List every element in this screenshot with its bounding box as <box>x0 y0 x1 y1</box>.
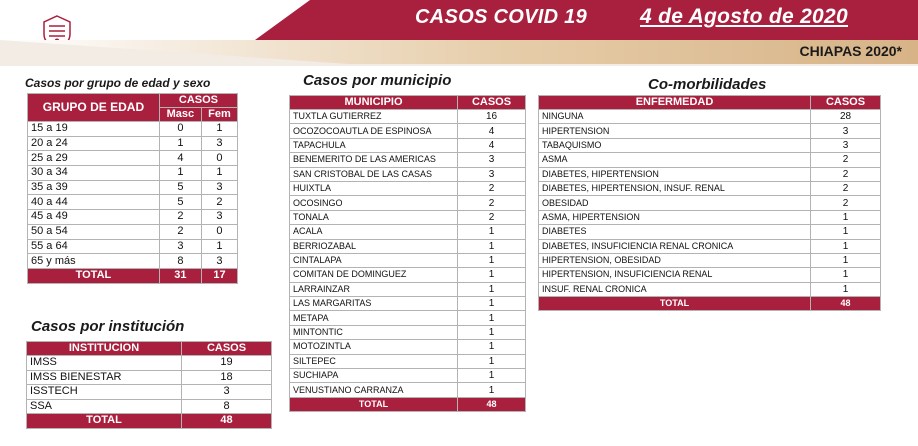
cases-cell: 2 <box>458 210 526 224</box>
cases-cell: 8 <box>182 399 272 414</box>
col-casos: CASOS <box>458 96 526 110</box>
disease-name-cell: HIPERTENSION <box>539 124 811 138</box>
age-group-cell: 40 a 44 <box>28 195 160 210</box>
disease-name-cell: DIABETES, HIPERTENSION <box>539 167 811 181</box>
table-row <box>539 167 881 181</box>
edad-section-title: Casos por grupo de edad y sexo <box>25 76 211 90</box>
cases-cell: 2 <box>811 167 881 181</box>
cases-cell: 1 <box>458 297 526 311</box>
table-row <box>290 325 526 339</box>
cases-cell: 1 <box>458 311 526 325</box>
cases-cell: 1 <box>811 253 881 267</box>
table-row <box>539 110 881 124</box>
table-row <box>539 268 881 282</box>
cases-cell: 18 <box>182 370 272 385</box>
col-casos: CASOS <box>182 342 272 356</box>
table-row <box>290 138 526 152</box>
masc-count-cell: 8 <box>159 254 201 269</box>
org-name-line1: SECRETARÍA <box>78 17 143 28</box>
table-row <box>539 153 881 167</box>
municipality-name-cell: VENUSTIANO CARRANZA <box>290 383 458 397</box>
cases-cell: 2 <box>811 153 881 167</box>
cases-cell: 1 <box>458 253 526 267</box>
cases-cell: 2 <box>458 181 526 195</box>
municipio-section-title: Casos por municipio <box>303 72 452 89</box>
municipality-name-cell: OCOSINGO <box>290 196 458 210</box>
cases-cell: 1 <box>458 239 526 253</box>
table-row <box>28 151 238 166</box>
table-row <box>290 354 526 368</box>
cases-cell: 2 <box>458 196 526 210</box>
table-row <box>28 239 238 254</box>
masc-count-cell: 4 <box>159 151 201 166</box>
municipality-name-cell: TAPACHULA <box>290 138 458 152</box>
fem-count-cell: 3 <box>201 136 237 151</box>
fem-count-cell: 3 <box>201 180 237 195</box>
table-row <box>27 385 272 400</box>
fem-count-cell: 2 <box>201 195 237 210</box>
institution-name-cell: IMSS <box>27 356 182 371</box>
comorbilidades-total-row <box>539 297 881 311</box>
table-row <box>28 210 238 225</box>
masc-count-cell: 2 <box>159 224 201 239</box>
municipality-name-cell: TUXTLA GUTIERREZ <box>290 110 458 124</box>
age-group-cell: 65 y más <box>28 254 160 269</box>
fem-count-cell: 0 <box>201 151 237 166</box>
disease-name-cell: TABAQUISMO <box>539 138 811 152</box>
disease-name-cell: DIABETES, INSUFICIENCIA RENAL CRONICA <box>539 239 811 253</box>
municipality-name-cell: LAS MARGARITAS <box>290 297 458 311</box>
total-label: TOTAL <box>539 297 811 311</box>
masc-count-cell: 1 <box>159 136 201 151</box>
fem-count-cell: 1 <box>201 239 237 254</box>
cases-cell: 1 <box>811 282 881 296</box>
table-row <box>539 124 881 138</box>
cases-cell: 3 <box>811 124 881 138</box>
region-label: CHIAPAS 2020* <box>799 43 902 59</box>
masc-count-cell: 3 <box>159 239 201 254</box>
table-row <box>539 282 881 296</box>
municipality-name-cell: BERRIOZABAL <box>290 239 458 253</box>
table-row <box>290 124 526 138</box>
cases-cell: 1 <box>458 268 526 282</box>
fem-count-cell: 1 <box>201 166 237 181</box>
total-label: TOTAL <box>27 414 182 429</box>
table-row <box>290 297 526 311</box>
cases-cell: 1 <box>811 268 881 282</box>
municipality-name-cell: SUCHIAPA <box>290 369 458 383</box>
masc-count-cell: 0 <box>159 122 201 137</box>
age-group-cell: 30 a 34 <box>28 166 160 181</box>
disease-name-cell: DIABETES, HIPERTENSION, INSUF. RENAL <box>539 181 811 195</box>
municipality-name-cell: MOTOZINTLA <box>290 340 458 354</box>
edad-total-row <box>28 268 238 283</box>
municipality-name-cell: MINTONTIC <box>290 325 458 339</box>
report-date: 4 de Agosto de 2020 <box>640 5 848 28</box>
col-fem: Fem <box>201 108 237 122</box>
header <box>0 0 918 40</box>
municipality-name-cell: SAN CRISTOBAL DE LAS CASAS <box>290 167 458 181</box>
fem-count-cell: 1 <box>201 122 237 137</box>
age-group-cell: 50 a 54 <box>28 224 160 239</box>
table-row <box>539 196 881 210</box>
page-title: CASOS COVID 19 <box>415 6 588 28</box>
total-masc: 31 <box>159 268 201 283</box>
table-row <box>28 122 238 137</box>
total-value: 48 <box>182 414 272 429</box>
comorbilidades-section-title: Co-morbilidades <box>648 76 767 93</box>
cases-cell: 1 <box>811 239 881 253</box>
col-institucion: INSTITUCION <box>27 342 182 356</box>
cases-cell: 1 <box>458 369 526 383</box>
cases-cell: 19 <box>182 356 272 371</box>
fem-count-cell: 3 <box>201 210 237 225</box>
cases-cell: 1 <box>811 225 881 239</box>
cases-cell: 3 <box>458 167 526 181</box>
age-group-cell: 25 a 29 <box>28 151 160 166</box>
col-masc: Masc <box>159 108 201 122</box>
col-municipio: MUNICIPIO <box>290 96 458 110</box>
cases-cell: 4 <box>458 138 526 152</box>
table-row <box>290 181 526 195</box>
masc-count-cell: 1 <box>159 166 201 181</box>
disease-name-cell: DIABETES <box>539 225 811 239</box>
cases-cell: 1 <box>458 325 526 339</box>
table-row <box>290 153 526 167</box>
table-row <box>290 110 526 124</box>
edad-table <box>27 93 238 284</box>
municipality-name-cell: TONALA <box>290 210 458 224</box>
municipality-name-cell: COMITAN DE DOMINGUEZ <box>290 268 458 282</box>
institucion-table <box>26 341 272 429</box>
table-row <box>290 340 526 354</box>
disease-name-cell: OBESIDAD <box>539 196 811 210</box>
table-row <box>290 167 526 181</box>
cases-cell: 3 <box>182 385 272 400</box>
municipality-name-cell: ACALA <box>290 225 458 239</box>
cases-cell: 3 <box>811 138 881 152</box>
municipio-table <box>289 95 526 412</box>
municipality-name-cell: SILTEPEC <box>290 354 458 368</box>
cases-cell: 1 <box>458 225 526 239</box>
total-value: 48 <box>811 297 881 311</box>
table-row <box>290 253 526 267</box>
fem-count-cell: 0 <box>201 224 237 239</box>
table-row <box>27 356 272 371</box>
total-label: TOTAL <box>28 268 160 283</box>
total-value: 48 <box>458 397 526 411</box>
table-row <box>290 369 526 383</box>
municipality-name-cell: LARRAINZAR <box>290 282 458 296</box>
total-fem: 17 <box>201 268 237 283</box>
cases-cell: 4 <box>458 124 526 138</box>
table-row <box>28 195 238 210</box>
disease-name-cell: HIPERTENSION, INSUFICIENCIA RENAL <box>539 268 811 282</box>
table-row <box>28 136 238 151</box>
cases-cell: 1 <box>458 340 526 354</box>
institucion-section-title: Casos por institución <box>31 318 185 335</box>
cases-cell: 1 <box>458 354 526 368</box>
col-casos: CASOS <box>159 94 237 108</box>
table-row <box>290 311 526 325</box>
disease-name-cell: NINGUNA <box>539 110 811 124</box>
age-group-cell: 45 a 49 <box>28 210 160 225</box>
age-group-cell: 35 a 39 <box>28 180 160 195</box>
table-row <box>28 254 238 269</box>
disease-name-cell: ASMA <box>539 153 811 167</box>
table-row <box>27 370 272 385</box>
table-row <box>290 268 526 282</box>
disease-name-cell: ASMA, HIPERTENSION <box>539 210 811 224</box>
disease-name-cell: INSUF. RENAL CRONICA <box>539 282 811 296</box>
municipality-name-cell: HUIXTLA <box>290 181 458 195</box>
table-row <box>539 181 881 195</box>
table-row <box>27 399 272 414</box>
table-row <box>539 138 881 152</box>
cases-cell: 1 <box>458 282 526 296</box>
table-row <box>290 282 526 296</box>
cases-cell: 1 <box>458 383 526 397</box>
municipality-name-cell: BENEMERITO DE LAS AMERICAS <box>290 153 458 167</box>
cases-cell: 16 <box>458 110 526 124</box>
table-row <box>290 210 526 224</box>
cases-cell: 3 <box>458 153 526 167</box>
municipality-name-cell: CINTALAPA <box>290 253 458 267</box>
masc-count-cell: 2 <box>159 210 201 225</box>
institution-name-cell: SSA <box>27 399 182 414</box>
cases-cell: 1 <box>811 210 881 224</box>
table-row <box>290 225 526 239</box>
table-row <box>539 253 881 267</box>
table-row <box>290 383 526 397</box>
org-name-line2: DE SALUD <box>78 27 130 38</box>
table-row <box>539 210 881 224</box>
table-row <box>28 180 238 195</box>
institucion-total-row <box>27 414 272 429</box>
comorbilidades-table <box>538 95 881 311</box>
table-row <box>28 166 238 181</box>
municipio-total-row <box>290 397 526 411</box>
table-row <box>290 239 526 253</box>
municipality-name-cell: OCOZOCOAUTLA DE ESPINOSA <box>290 124 458 138</box>
disease-name-cell: HIPERTENSION, OBESIDAD <box>539 253 811 267</box>
institution-name-cell: IMSS BIENESTAR <box>27 370 182 385</box>
table-row <box>290 196 526 210</box>
table-row <box>539 225 881 239</box>
masc-count-cell: 5 <box>159 195 201 210</box>
institution-name-cell: ISSTECH <box>27 385 182 400</box>
age-group-cell: 15 a 19 <box>28 122 160 137</box>
col-enfermedad: ENFERMEDAD <box>539 96 811 110</box>
table-row <box>28 224 238 239</box>
cases-cell: 2 <box>811 181 881 195</box>
total-label: TOTAL <box>290 397 458 411</box>
age-group-cell: 20 a 24 <box>28 136 160 151</box>
masc-count-cell: 5 <box>159 180 201 195</box>
col-grupo-edad: GRUPO DE EDAD <box>28 94 160 122</box>
fem-count-cell: 3 <box>201 254 237 269</box>
cases-cell: 2 <box>811 196 881 210</box>
table-row <box>539 239 881 253</box>
cases-cell: 28 <box>811 110 881 124</box>
age-group-cell: 55 a 64 <box>28 239 160 254</box>
col-casos: CASOS <box>811 96 881 110</box>
municipality-name-cell: METAPA <box>290 311 458 325</box>
